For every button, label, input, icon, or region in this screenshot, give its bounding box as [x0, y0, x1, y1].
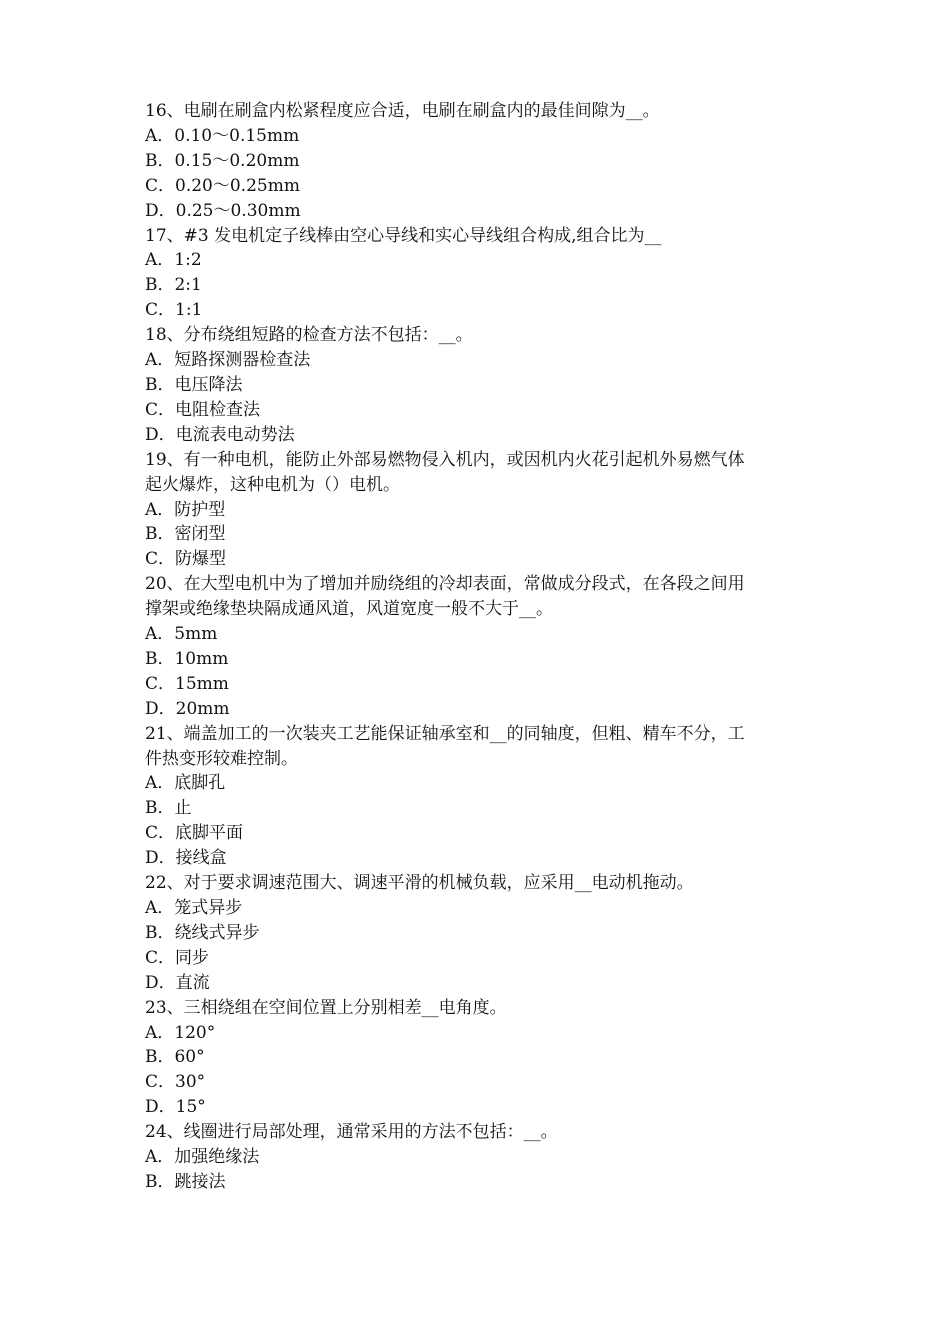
- answer-option: B．60°: [145, 1047, 205, 1068]
- question-text: 22、对于要求调速范围大、调速平滑的机械负载，应采用__电动机拖动。: [145, 873, 694, 894]
- answer-option: A．1:2: [145, 250, 202, 271]
- answer-option: B．绕线式异步: [145, 922, 260, 943]
- answer-option: A．底脚孔: [145, 773, 226, 794]
- answer-option: C．1:1: [145, 300, 203, 321]
- question-text: 24、线圈进行局部处理，通常采用的方法不包括：__。: [145, 1122, 558, 1143]
- answer-option: A．加强绝缘法: [145, 1147, 260, 1168]
- answer-option: B．密闭型: [145, 524, 226, 545]
- answer-option: A．笼式异步: [145, 898, 243, 918]
- document-body: [145, 99, 815, 1195]
- question-text: 20、在大型电机中为了增加并励绕组的冷却表面，常做成分段式，在各段之间用: [145, 574, 745, 595]
- answer-option: B．电压降法: [145, 374, 243, 395]
- answer-option: B．10mm: [145, 648, 229, 669]
- question-text: 19、有一种电机，能防止外部易燃物侵入机内，或因机内火花引起机外易燃气体: [145, 449, 745, 470]
- answer-option: C．电阻检查法: [145, 399, 261, 420]
- question-text: 18、分布绕组短路的检查方法不包括：__。: [145, 325, 473, 346]
- answer-option: D．电流表电动势法: [145, 424, 295, 445]
- answer-option: C．30°: [145, 1072, 206, 1093]
- answer-option: B．2:1: [145, 275, 202, 296]
- answer-option: C．15mm: [145, 673, 229, 694]
- question-text: 23、三相绕组在空间位置上分别相差__电角度。: [145, 997, 507, 1018]
- question-text: 件热变形较难控制。: [145, 748, 298, 769]
- answer-option: C．防爆型: [145, 549, 227, 570]
- question-text: 撑架或绝缘垫块隔成通风道，风道宽度一般不大于__。: [145, 599, 553, 620]
- question-text: 16、电刷在刷盒内松紧程度应合适，电刷在刷盒内的最佳间隙为__。: [145, 101, 660, 121]
- answer-option: D．0.25～0.30mm: [145, 200, 301, 221]
- answer-option: A．短路探测器检查法: [145, 350, 311, 371]
- answer-option: A．防护型: [145, 499, 226, 520]
- answer-option: B．跳接法: [145, 1171, 226, 1192]
- answer-option: D．15°: [145, 1097, 206, 1118]
- answer-option: C．同步: [145, 947, 210, 968]
- answer-option: D．20mm: [145, 698, 230, 719]
- question-text: 21、端盖加工的一次装夹工艺能保证轴承室和__的同轴度，但粗、精车不分，工: [145, 723, 745, 744]
- question-text: 起火爆炸，这种电机为（）电机。: [145, 474, 400, 495]
- answer-option: D．直流: [145, 972, 210, 993]
- answer-option: B．0.15～0.20mm: [145, 150, 300, 171]
- answer-option: C．底脚平面: [145, 823, 244, 844]
- answer-option: A．5mm: [145, 624, 218, 645]
- answer-option: D．接线盒: [145, 848, 227, 869]
- question-text: 17、#3 发电机定子线棒由空心导线和实心导线组合构成,组合比为__: [145, 225, 662, 246]
- answer-option: A．0.10～0.15mm: [145, 125, 300, 146]
- answer-option: B．止: [145, 798, 192, 819]
- answer-option: C．0.20～0.25mm: [145, 175, 300, 196]
- answer-option: A．120°: [145, 1022, 216, 1043]
